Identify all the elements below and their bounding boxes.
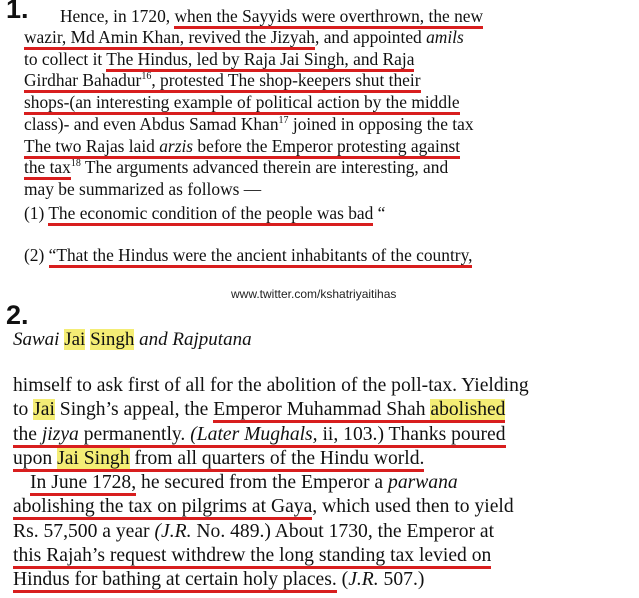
underlined-text: abolishing the tax on pilgrims at Gaya bbox=[13, 496, 312, 520]
underlined-text bbox=[24, 70, 421, 93]
excerpt-panel-1 bbox=[0, 0, 639, 292]
page-header bbox=[13, 329, 252, 351]
text-span: No. 489.) About 1730, the Emperor at bbox=[191, 521, 495, 542]
underlined-text: when the Sayyids were overthrown, the new bbox=[174, 6, 483, 29]
text-span: 507.) bbox=[378, 569, 425, 590]
underlined-text: this Rajah’s request withdrew the long standing tax levied on bbox=[13, 545, 491, 569]
text-span: may be summarized as follows — bbox=[24, 179, 262, 199]
text-span: himself to ask first of all for the abolition of the poll-tax. Yielding bbox=[13, 375, 529, 396]
text-span: , protested The shop-keepers shut their bbox=[151, 70, 421, 90]
text-span: , which used then to yield bbox=[312, 496, 514, 517]
highlighted-text: Singh bbox=[90, 329, 135, 350]
text-span: class)- and even Abdus Samad Khan bbox=[24, 114, 279, 134]
underlined-text: Hindus for bathing at certain holy places. bbox=[13, 569, 337, 593]
text-line bbox=[24, 179, 261, 200]
italic-text: amils bbox=[426, 27, 464, 47]
text-line bbox=[60, 6, 483, 27]
text-line bbox=[24, 49, 414, 70]
text-span: (1) bbox=[24, 203, 49, 223]
text-line bbox=[13, 521, 494, 543]
italic-text: arzis bbox=[159, 136, 194, 156]
text-line bbox=[13, 399, 505, 421]
text-span: the bbox=[13, 424, 42, 445]
text-line bbox=[24, 114, 474, 135]
text-span: “ bbox=[373, 203, 386, 223]
text-line bbox=[13, 545, 491, 567]
footnote-marker: 17 bbox=[278, 115, 289, 127]
text-line bbox=[24, 157, 448, 178]
underlined-text: The Hindus, led by Raja Jai Singh, and Raja bbox=[106, 49, 414, 72]
text-line bbox=[13, 448, 424, 470]
text-line bbox=[24, 27, 464, 48]
text-span: Emperor Muhammad Shah bbox=[213, 399, 431, 420]
footnote-marker: 18 bbox=[70, 158, 81, 170]
text-span: Sawai bbox=[13, 329, 65, 350]
text-span: Singh’s appeal, the bbox=[54, 399, 214, 420]
text-span: to collect it bbox=[24, 49, 107, 69]
highlighted-text: Jai Singh bbox=[57, 448, 130, 469]
text-span: The two Rajas laid bbox=[24, 136, 160, 156]
underlined-text: The economic condition of the people was bad bbox=[48, 203, 373, 226]
text-span: The arguments advanced therein are interesting, and bbox=[80, 157, 449, 177]
text-line bbox=[24, 136, 460, 157]
text-line bbox=[30, 472, 458, 494]
text-span: ii, 103.) Thanks poured bbox=[317, 424, 506, 445]
panel-number-2: 2. bbox=[6, 300, 29, 330]
text-span: to bbox=[13, 399, 34, 420]
highlighted-text: Jai bbox=[64, 329, 86, 350]
underlined-text bbox=[13, 448, 424, 472]
text-line bbox=[13, 496, 514, 518]
text-span: , and appointed bbox=[315, 27, 427, 47]
underlined-text: the tax bbox=[24, 157, 71, 180]
text-span: ( bbox=[336, 569, 349, 590]
underlined-text: wazir, Md Amin Khan, revived the Jizyah bbox=[24, 27, 315, 50]
text-line bbox=[13, 569, 424, 591]
highlighted-text: Jai bbox=[33, 399, 55, 420]
italic-text: parwana bbox=[388, 472, 458, 493]
text-span: permanently. bbox=[78, 424, 191, 445]
text-span: from all quarters of the Hindu world. bbox=[129, 448, 425, 469]
panel-number-1: 1. bbox=[6, 0, 29, 24]
text-span: upon bbox=[13, 448, 58, 469]
text-line bbox=[24, 203, 385, 224]
text-span: (2) bbox=[24, 245, 49, 265]
text-span: Girdhar Bahadur bbox=[24, 70, 142, 90]
text-span: joined in opposing the tax bbox=[288, 114, 474, 134]
underlined-text bbox=[13, 424, 506, 448]
text-line bbox=[13, 375, 529, 397]
italic-text: jizya bbox=[41, 424, 79, 445]
italic-text: (Later Mughals, bbox=[190, 424, 318, 445]
underlined-text: “That the Hindus were the ancient inhabitants of the country, bbox=[49, 245, 473, 268]
text-line bbox=[24, 70, 421, 91]
text-span: before the Emperor protesting against bbox=[193, 136, 461, 156]
highlighted-text: abolished bbox=[430, 399, 506, 420]
watermark: www.twitter.com/kshatriyaitihas bbox=[231, 287, 397, 301]
text-line bbox=[13, 424, 506, 446]
underlined-text: In June 1728, bbox=[30, 472, 136, 496]
text-line bbox=[24, 92, 460, 113]
excerpt-panel-2 bbox=[0, 300, 639, 598]
underlined-text bbox=[24, 136, 460, 159]
text-span: Rs. 57,500 a year bbox=[13, 521, 155, 542]
italic-text: (J.R. bbox=[154, 521, 192, 542]
underlined-text: shops-(an interesting example of political action by the middle bbox=[24, 92, 460, 115]
underlined-text bbox=[213, 399, 505, 423]
text-span: and Rajputana bbox=[134, 329, 252, 350]
footnote-marker: 16 bbox=[141, 71, 152, 83]
text-line bbox=[24, 245, 472, 266]
italic-text: J.R. bbox=[348, 569, 379, 590]
text-span: Hence, in 1720, bbox=[60, 6, 175, 26]
text-span: he secured from the Emperor a bbox=[136, 472, 389, 493]
